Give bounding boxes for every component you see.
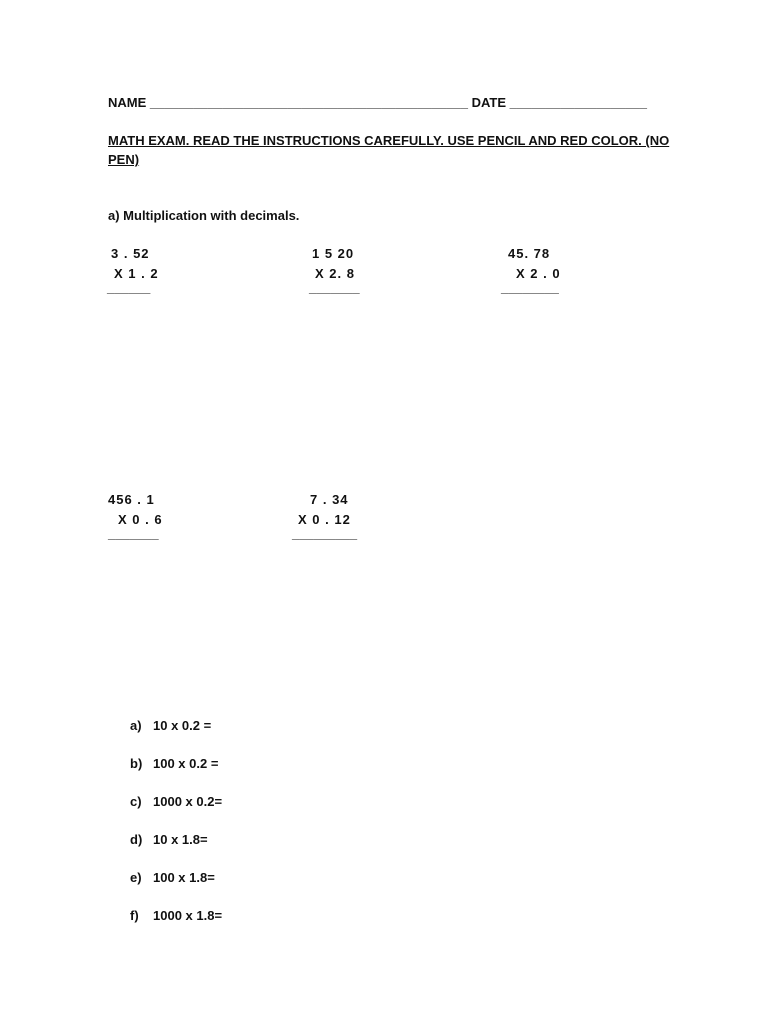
- exercise-expression: 10 x 0.2 =: [153, 718, 212, 733]
- exercise-expression: 100 x 1.8=: [153, 870, 215, 885]
- list-item: [130, 794, 222, 832]
- problem-3-bottom: X 2 . 0: [516, 266, 561, 281]
- problem-2-bottom: X 2. 8: [315, 266, 355, 281]
- problem-4-answer-line: _______: [108, 526, 159, 541]
- list-item: [130, 870, 222, 908]
- problem-3-answer-line: ________: [501, 280, 559, 295]
- exam-title-line2: PEN): [108, 152, 140, 167]
- problem-5: [292, 490, 358, 544]
- problem-1: [107, 244, 159, 298]
- exercise-label: f): [130, 908, 139, 923]
- exercise-expression: 10 x 1.8=: [153, 832, 208, 847]
- problem-5-answer-line: _________: [292, 526, 358, 541]
- exercise-expression: 1000 x 0.2=: [153, 794, 223, 809]
- problem-2: [309, 244, 360, 298]
- problem-4: [108, 490, 163, 544]
- problem-1-answer-line: ______: [107, 280, 151, 295]
- problem-3-top: 45. 78: [508, 246, 551, 261]
- exercise-label: d): [130, 832, 143, 847]
- exercise-label: c): [130, 794, 142, 809]
- exercise-expression: 1000 x 1.8=: [153, 908, 223, 923]
- exercise-list: [130, 718, 222, 946]
- problem-5-bottom: X 0 . 12: [298, 512, 351, 527]
- exercise-label: a): [130, 718, 142, 733]
- list-item: [130, 908, 222, 946]
- name-date-line: NAME ____________________________________________ DATE ___________________: [108, 95, 648, 110]
- problem-4-bottom: X 0 . 6: [118, 512, 163, 527]
- section-a-heading: a) Multiplication with decimals.: [108, 208, 300, 223]
- problem-1-top: 3 . 52: [111, 246, 150, 261]
- list-item: [130, 756, 222, 794]
- exercise-label: e): [130, 870, 142, 885]
- list-item: [130, 832, 222, 870]
- problem-4-top: 456 . 1: [108, 492, 155, 507]
- problem-1-bottom: X 1 . 2: [114, 266, 159, 281]
- list-item: [130, 718, 222, 756]
- problem-2-top: 1 5 20: [312, 246, 355, 261]
- exercise-expression: 100 x 0.2 =: [153, 756, 219, 771]
- problem-3: [501, 244, 561, 298]
- exam-title-line1: MATH EXAM. READ THE INSTRUCTIONS CAREFULLY. USE PENCIL AND RED COLOR. (NO: [108, 133, 670, 148]
- problem-2-answer-line: _______: [309, 280, 360, 295]
- problem-5-top: 7 . 34: [310, 492, 349, 507]
- exercise-label: b): [130, 756, 143, 771]
